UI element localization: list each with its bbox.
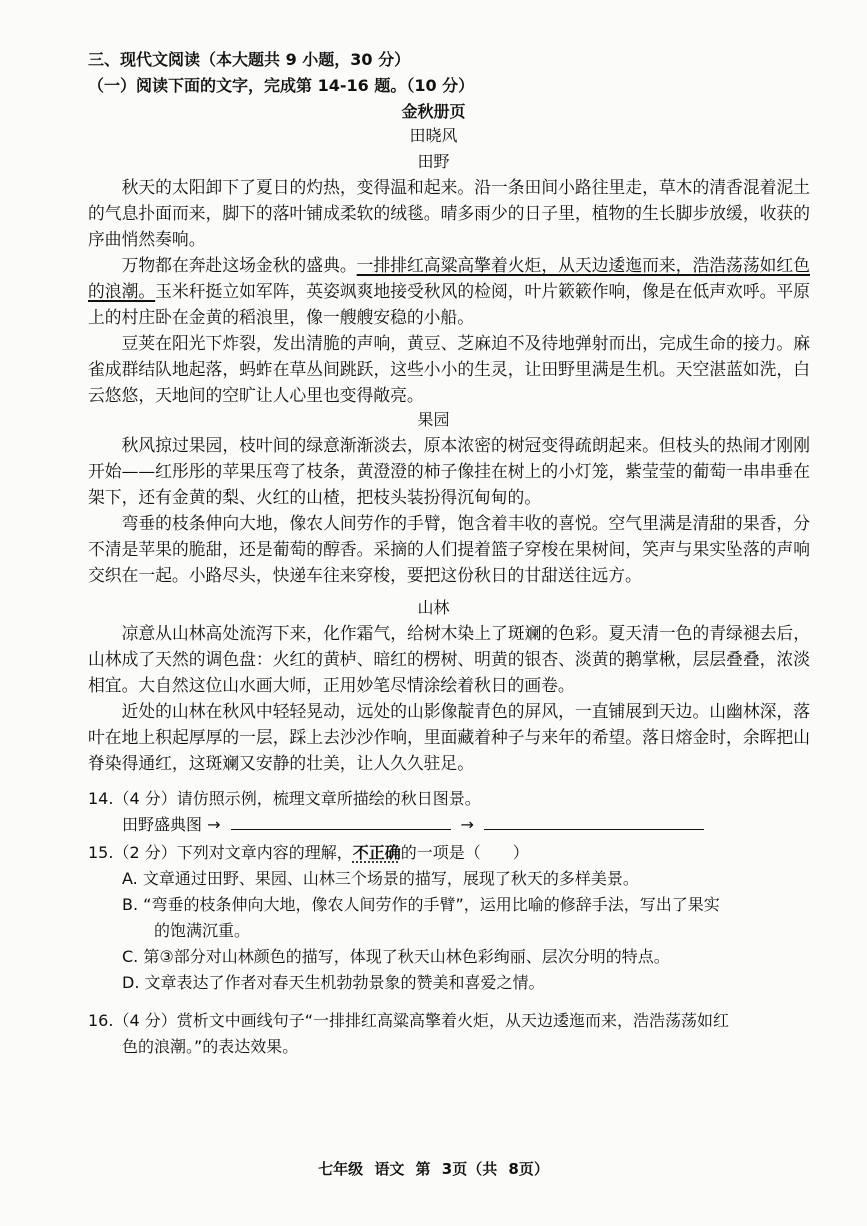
part-orchard-body	[88, 432, 810, 588]
question-14-example: 田野盛典图 →	[122, 815, 221, 834]
article-author: 田晓风	[409, 126, 458, 145]
question-16	[88, 1008, 810, 1060]
paragraph: 凉意从山林高处流泻下来，化作霜气，给树木染上了斑斓的色彩。夏天清一色的青绿褪去后，山林成了天然的调色盘：火红的黄栌、暗红的楞树、明黄的银杏、淡黄的鹅掌楸，层层叠叠，浓淡相宜。大自然这位山水画大师，正用妙笔尽情涂绘着秋日的画卷。	[88, 623, 810, 695]
paragraph: 豆荚在阳光下炸裂，发出清脆的声响，黄豆、芝麻迫不及待地弹射而出，完成生命的接力。麻雀成群结队地起落，蚂蚱在草丛间跳跃，这些小小的生灵，让田野里满是生机。天空湛蓝如洗，白云悠悠，天地间的空旷让人心里也变得敞亮。	[88, 333, 810, 405]
paragraph: 近处的山林在秋风中轻轻晃动，远处的山影像靛青色的屏风，一直铺展到天边。山幽林深，落叶在地上积起厚厚的一层，踩上去沙沙作响，里面藏着种子与来年的希望。落日熔金时，余晖把山脊染得通红，这斑斓又安静的壮美，让人久久驻足。	[88, 701, 810, 773]
option-b[interactable]: B. “弯垂的枝条伸向大地，像农人间劳作的手臂”，运用比喻的修辞手法，写出了果实	[122, 895, 720, 914]
part-forest-body	[88, 620, 810, 776]
paragraph: 弯垂的枝条伸向大地，像农人间劳作的手臂，饱含着丰收的喜悦。空气里满是清甜的果香，分不清是苹果的脆甜，还是葡萄的醇香。采摘的人们提着篮子穿梭在果树间，笑声与果实坠落的声响交织在一起。小路尽头，快递车往来穿梭，要把这份秋日的甘甜送往远方。	[88, 513, 810, 585]
part-heading-fields: 田野	[417, 152, 450, 171]
question-15-stem	[88, 840, 810, 866]
sentence: 玉米秆挺立如军阵，英姿飒爽地接受秋风的检阅，叶片簌簌作响，像是在低声欢呼。平原上的村庄卧在金黄的稻浪里，像一艘艘安稳的小船。	[88, 281, 810, 327]
answer-blank-2[interactable]	[484, 813, 704, 830]
question-16-line-1: 16.（4 分）赏析文中画线句子“一排排红高粱高擎着火炬，从天边逶迤而来，浩浩荡荡如红	[88, 1011, 730, 1030]
question-14-stem: 14.（4 分）请仿照示例，梳理文章所描绘的秋日图景。	[88, 789, 481, 808]
emphasis-not-correct: 不正确	[352, 843, 401, 862]
article-title: 金秋册页	[401, 102, 466, 121]
section-heading: 三、现代文阅读（本大题共 9 小题，30 分）	[88, 50, 411, 69]
option-c[interactable]: C. 第③部分对山林颜色的描写，体现了秋天山林色彩绚丽、层次分明的特点。	[122, 947, 670, 966]
part-heading-forest: 山林	[417, 598, 450, 617]
question-16-line-2: 色的浪潮。”的表达效果。	[122, 1037, 299, 1056]
paragraph-with-underline	[88, 252, 810, 330]
part-fields-body	[88, 174, 810, 408]
question-15	[88, 840, 810, 996]
question-14	[88, 786, 810, 838]
paragraph: 秋天的太阳卸下了夏日的灼热，变得温和起来。沿一条田间小路往里走，草木的清香混着泥土的气息扑面而来，脚下的落叶铺成柔软的绒毯。晴多雨少的日子里，植物的生长脚步放缓，收获的序曲悄然奏响。	[88, 177, 810, 249]
question-14-answer-row	[122, 812, 810, 838]
option-b-continued: 的饱满沉重。	[154, 921, 251, 940]
option-a[interactable]: A. 文章通过田野、果园、山林三个场景的描写，展现了秋天的多样美景。	[122, 869, 639, 888]
part-heading-orchard: 果园	[417, 410, 450, 429]
answer-blank-1[interactable]	[231, 813, 451, 830]
underlined-sentence: 一排排红高粱高擎着火炬，从天边逶迤而来，浩浩荡荡如红色的浪潮。	[88, 255, 810, 301]
paragraph: 秋风掠过果园，枝叶间的绿意渐渐淡去，原本浓密的树冠变得疏朗起来。但枝头的热闹才刚刚开始——红彤彤的苹果压弯了枝条，黄澄澄的柿子像挂在树上的小灯笼，紫莹莹的葡萄一串串垂在架下，还有金黄的梨、火红的山楂，把枝头装扮得沉甸甸的。	[88, 435, 810, 507]
stem-text: 15.（2 分）下列对文章内容的理解，	[88, 843, 353, 862]
page-footer: 七年级 语文 第 3页（共 8页）	[318, 1160, 549, 1178]
stem-text: 的一项是（ ）	[400, 843, 529, 862]
section-subheading: （一）阅读下面的文字，完成第 14-16 题。（10 分）	[88, 76, 475, 95]
sentence: 万物都在奔赴这场金秋的盛典。	[121, 255, 357, 275]
option-d[interactable]: D. 文章表达了作者对春天生机勃勃景象的赞美和喜爱之情。	[122, 973, 545, 992]
arrow-text: →	[460, 815, 474, 834]
